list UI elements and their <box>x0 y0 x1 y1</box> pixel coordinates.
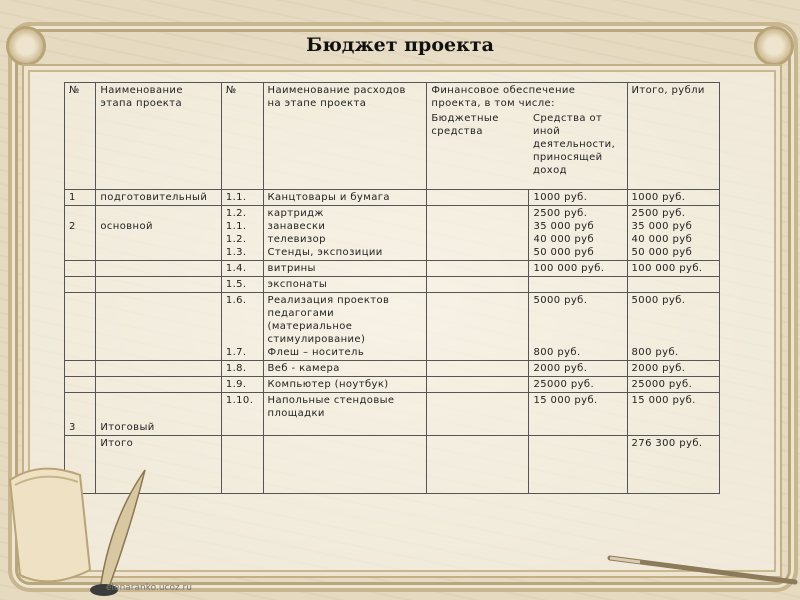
cell-stage <box>96 361 221 377</box>
cell-code: 1.10. <box>221 393 263 436</box>
budget-table <box>64 82 720 494</box>
cell-total: 276 300 руб. <box>627 436 719 494</box>
cell-num: 2 <box>65 206 96 261</box>
table-row <box>65 361 720 377</box>
cell-stage: подготовительный <box>96 190 221 206</box>
cell-expense: витрины <box>263 261 427 277</box>
cell-other: 2500 руб. 35 000 руб 40 000 руб 50 000 руб <box>529 206 627 261</box>
table-row <box>65 206 720 261</box>
cell-num <box>65 377 96 393</box>
cell-expense: Компьютер (ноутбук) <box>263 377 427 393</box>
cell-total: 25000 руб. <box>627 377 719 393</box>
pen-decoration <box>600 550 800 590</box>
cell-num: 1 <box>65 190 96 206</box>
cell-expense: Веб - камера <box>263 361 427 377</box>
cell-expense <box>263 436 427 494</box>
cell-total <box>627 277 719 293</box>
cell-other: 100 000 руб. <box>529 261 627 277</box>
table-row <box>65 393 720 436</box>
cell-code: 1.6. 1.7. <box>221 293 263 361</box>
cell-num <box>65 293 96 361</box>
header-num: № <box>65 83 96 190</box>
cell-expense: экспонаты <box>263 277 427 293</box>
table-row <box>65 190 720 206</box>
cell-budget <box>427 393 529 436</box>
header-other: Средства от иной деятельности, приносящей доход <box>529 111 627 190</box>
cell-budget <box>427 206 529 261</box>
cell-expense: Канцтовары и бумага <box>263 190 427 206</box>
table-row <box>65 377 720 393</box>
table-row <box>65 261 720 277</box>
header-num2: № <box>221 83 263 190</box>
cell-num: 3 <box>65 393 96 436</box>
cell-budget <box>427 261 529 277</box>
page-title: Бюджет проекта <box>306 34 494 56</box>
cell-stage: Итоговый <box>96 393 221 436</box>
cell-other <box>529 277 627 293</box>
cell-code: 1.5. <box>221 277 263 293</box>
cell-budget <box>427 277 529 293</box>
cell-stage: Итого <box>96 436 221 494</box>
cell-other: 2000 руб. <box>529 361 627 377</box>
cell-other: 15 000 руб. <box>529 393 627 436</box>
cell-stage: основной <box>96 206 221 261</box>
cell-stage <box>96 277 221 293</box>
cell-budget <box>427 436 529 494</box>
cell-code: 1.2. 1.1. 1.2. 1.3. <box>221 206 263 261</box>
cell-code: 1.8. <box>221 361 263 377</box>
cell-budget <box>427 293 529 361</box>
cell-budget <box>427 361 529 377</box>
cell-total: 15 000 руб. <box>627 393 719 436</box>
cell-code: 1.4. <box>221 261 263 277</box>
cell-code: 1.1. <box>221 190 263 206</box>
header-financing: Финансовое обеспечение проекта, в том числе: <box>427 83 627 112</box>
cell-total: 100 000 руб. <box>627 261 719 277</box>
source-watermark: elenaranko.ucoz.ru <box>106 583 192 593</box>
cell-total: 2000 руб. <box>627 361 719 377</box>
cell-expense: Напольные стендовые площадки <box>263 393 427 436</box>
cell-budget <box>427 377 529 393</box>
header-budget: Бюджетные средства <box>427 111 529 190</box>
cell-num <box>65 261 96 277</box>
cell-num <box>65 361 96 377</box>
scroll-quill-decoration <box>0 440 170 600</box>
cell-total: 1000 руб. <box>627 190 719 206</box>
table-row <box>65 293 720 361</box>
cell-stage <box>96 293 221 361</box>
cell-other: 5000 руб. 800 руб. <box>529 293 627 361</box>
header-stage: Наименование этапа проекта <box>96 83 221 190</box>
cell-other: 1000 руб. <box>529 190 627 206</box>
cell-code <box>221 436 263 494</box>
header-expense: Наименование расходов на этапе проекта <box>263 83 427 190</box>
cell-budget <box>427 190 529 206</box>
cell-other <box>529 436 627 494</box>
table-header-row <box>65 83 720 112</box>
cell-stage <box>96 377 221 393</box>
cell-code: 1.9. <box>221 377 263 393</box>
cell-expense: картридж занавески телевизор Стенды, экспозиции <box>263 206 427 261</box>
table-row <box>65 277 720 293</box>
cell-stage <box>96 261 221 277</box>
cell-total: 2500 руб. 35 000 руб 40 000 руб 50 000 руб <box>627 206 719 261</box>
cell-total: 5000 руб. 800 руб. <box>627 293 719 361</box>
cell-num <box>65 277 96 293</box>
header-total: Итого, рубли <box>627 83 719 190</box>
cell-other: 25000 руб. <box>529 377 627 393</box>
cell-expense: Реализация проектов педагогами (материальное стимулирование) Флеш – носитель <box>263 293 427 361</box>
